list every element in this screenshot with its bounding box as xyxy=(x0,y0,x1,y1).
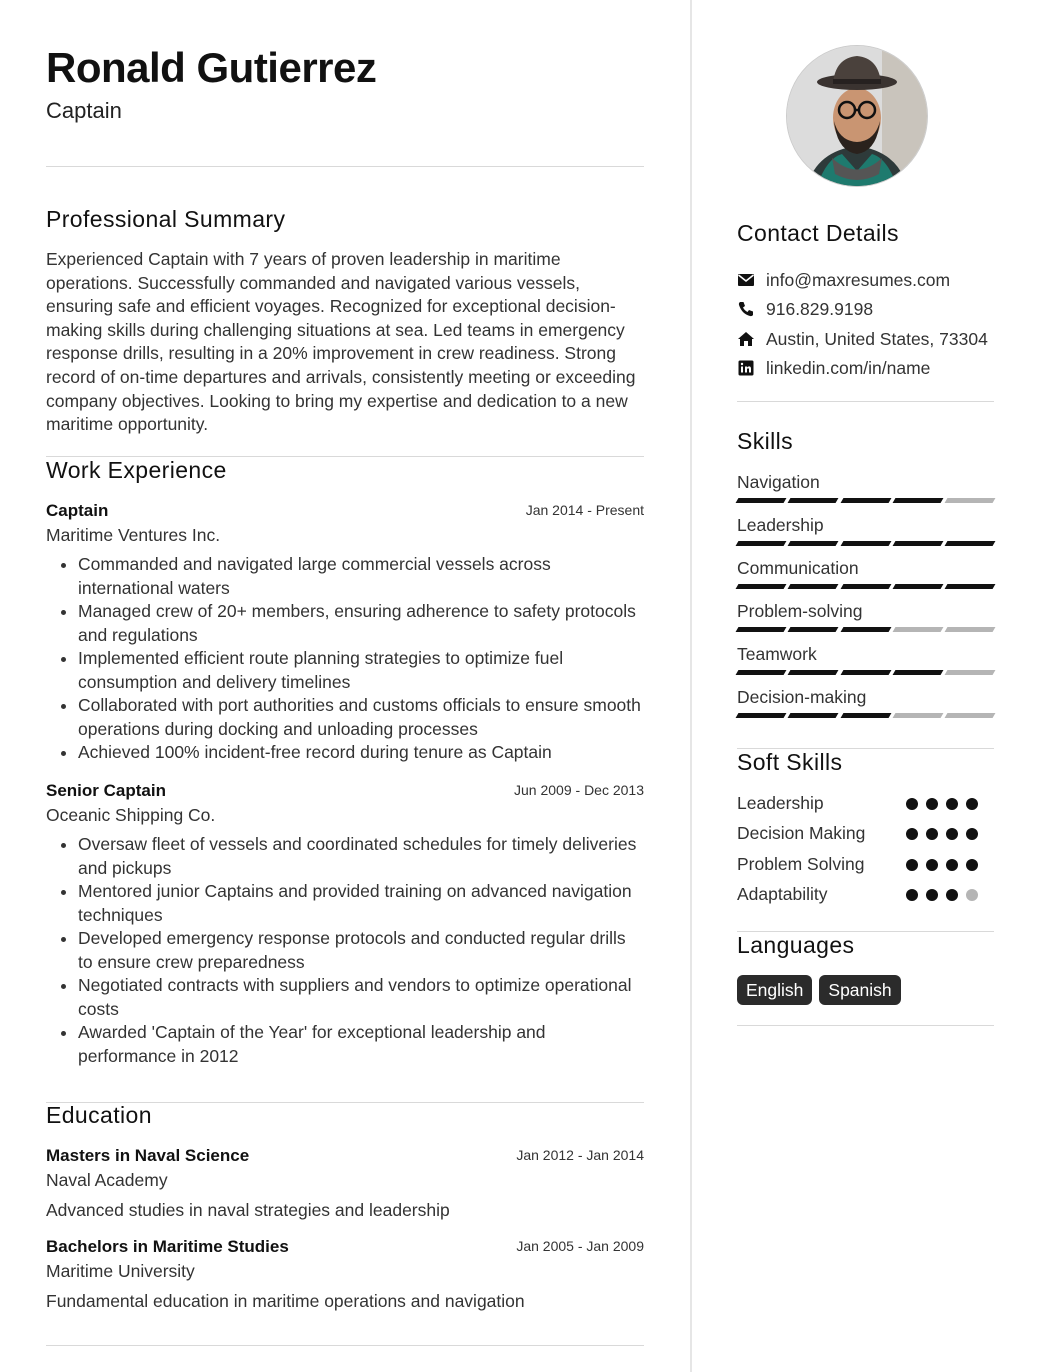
skill-name: Problem-solving xyxy=(737,601,863,621)
soft-skills-heading: Soft Skills xyxy=(737,749,843,775)
contact-linkedin[interactable] xyxy=(737,356,930,380)
languages-heading: Languages xyxy=(737,932,855,958)
skill-level-segment xyxy=(945,541,996,546)
skill-level-segment xyxy=(840,670,891,675)
job-entry xyxy=(46,780,644,1068)
soft-skill-name: Adaptability xyxy=(737,884,828,904)
skill-level-segment xyxy=(840,627,891,632)
soft-skill-rating xyxy=(906,828,978,840)
skill-level-segment xyxy=(788,713,839,718)
candidate-name: Ronald Gutierrez xyxy=(46,44,377,91)
education-heading: Education xyxy=(46,1102,152,1128)
skill-level-bar xyxy=(737,584,994,589)
rating-dot xyxy=(966,798,978,810)
languages-divider xyxy=(737,1025,994,1026)
soft-skill-item xyxy=(737,882,994,906)
rating-dot xyxy=(906,828,918,840)
skill-level-segment xyxy=(945,670,996,675)
rating-dot xyxy=(926,859,938,871)
rating-dot xyxy=(946,828,958,840)
list-item: • Awarded 'Captain of the Year' for exceptional leadership and performance in 2012 xyxy=(78,1021,644,1068)
list-item: • Collaborated with port authorities and customs officials to ensure smooth operations during docking and unloading processes xyxy=(78,694,644,741)
rating-dot xyxy=(926,889,938,901)
linkedin-text: linkedin.com/in/name xyxy=(766,357,931,378)
home-icon xyxy=(737,330,755,348)
skill-name: Decision-making xyxy=(737,687,867,707)
rating-dot xyxy=(906,859,918,871)
skill-level-segment xyxy=(892,541,943,546)
skill-level-segment xyxy=(892,584,943,589)
education-dates: Jan 2012 - Jan 2014 xyxy=(516,1147,644,1163)
job-position: Senior Captain xyxy=(46,781,166,800)
contact-address xyxy=(737,327,988,351)
column-divider xyxy=(690,0,692,1372)
job-entry xyxy=(46,500,644,765)
job-position: Captain xyxy=(46,501,109,520)
job-dates: Jan 2014 - Present xyxy=(525,502,644,518)
skill-item xyxy=(737,471,994,493)
envelope-icon xyxy=(737,271,755,289)
email-text: info@maxresumes.com xyxy=(766,269,951,290)
skill-level-bar xyxy=(737,627,994,632)
skill-name: Leadership xyxy=(737,515,824,535)
job-company: Oceanic Shipping Co. xyxy=(46,805,216,825)
list-item: • Managed crew of 20+ members, ensuring adherence to safety protocols and regulations xyxy=(78,600,644,647)
language-badge: Spanish xyxy=(819,975,900,1005)
rating-dot xyxy=(906,889,918,901)
skill-level-segment xyxy=(736,498,787,503)
soft-skill-item xyxy=(737,821,994,845)
summary-text: Experienced Captain with 7 years of proven leadership in maritime operations. Successfully commanded and navigated various vessels, ensuring safe and efficient voyages. Recognized for exceptional decision-making skills during challenging situations at sea. Led teams in emergency response drills, resulting in a 20% improvement in crew readiness. Strong record of on-time departures and arrivals, consistently meeting or exceeding company objectives. Looking to bring my expertise and dedication to a new maritime opportunity. xyxy=(46,249,636,435)
skill-level-bar xyxy=(737,498,994,503)
education-entry xyxy=(46,1145,644,1222)
linkedin-icon xyxy=(737,359,755,377)
list-item: • Mentored junior Captains and provided training on advanced navigation techniques xyxy=(78,880,644,927)
skill-level-segment xyxy=(840,498,891,503)
skill-level-segment xyxy=(788,584,839,589)
skill-item xyxy=(737,557,994,579)
soft-skill-item xyxy=(737,791,994,815)
skill-level-segment xyxy=(788,541,839,546)
phone-text: 916.829.9198 xyxy=(766,298,874,319)
skill-name: Teamwork xyxy=(737,644,817,664)
work-experience-heading: Work Experience xyxy=(46,457,227,483)
skill-level-segment xyxy=(788,670,839,675)
job-title: Captain xyxy=(46,98,122,123)
soft-skill-rating xyxy=(906,889,978,901)
skill-level-segment xyxy=(840,713,891,718)
list-item: • Negotiated contracts with suppliers and vendors to optimize operational costs xyxy=(78,974,644,1021)
skill-level-segment xyxy=(736,541,787,546)
job-dates: Jun 2009 - Dec 2013 xyxy=(514,782,644,798)
soft-skill-name: Leadership xyxy=(737,793,824,813)
skill-level-bar xyxy=(737,541,994,546)
skill-level-segment xyxy=(736,627,787,632)
address-text: Austin, United States, 73304 xyxy=(766,328,988,349)
rating-dot xyxy=(966,859,978,871)
skill-level-segment xyxy=(788,498,839,503)
skill-level-segment xyxy=(945,498,996,503)
avatar xyxy=(786,45,928,187)
skill-level-segment xyxy=(736,584,787,589)
degree-title: Masters in Naval Science xyxy=(46,1146,250,1165)
soft-skill-item xyxy=(737,852,994,876)
degree-title: Bachelors in Maritime Studies xyxy=(46,1237,289,1256)
skill-level-segment xyxy=(892,713,943,718)
skill-name: Communication xyxy=(737,558,859,578)
school-name: Naval Academy xyxy=(46,1170,168,1190)
education-divider xyxy=(46,1345,644,1346)
skill-item xyxy=(737,643,994,665)
rating-dot xyxy=(966,828,978,840)
summary-heading: Professional Summary xyxy=(46,206,286,232)
skill-level-segment xyxy=(788,627,839,632)
rating-dot xyxy=(926,828,938,840)
soft-skill-rating xyxy=(906,798,978,810)
rating-dot xyxy=(906,798,918,810)
skill-level-segment xyxy=(840,541,891,546)
contact-heading: Contact Details xyxy=(737,220,899,246)
language-badge: English xyxy=(737,975,812,1005)
list-item: • Commanded and navigated large commercial vessels across international waters xyxy=(78,553,644,600)
contact-phone[interactable] xyxy=(737,297,873,321)
skill-level-segment xyxy=(945,584,996,589)
job-bullets xyxy=(46,553,644,765)
job-company: Maritime Ventures Inc. xyxy=(46,525,221,545)
list-item: • Achieved 100% incident-free record during tenure as Captain xyxy=(78,741,644,765)
skill-item xyxy=(737,600,994,622)
skill-item xyxy=(737,686,994,708)
education-description: Advanced studies in naval strategies and leadership xyxy=(46,1200,450,1220)
education-description: Fundamental education in maritime operations and navigation xyxy=(46,1291,525,1311)
rating-dot xyxy=(926,798,938,810)
job-bullets xyxy=(46,833,644,1068)
phone-icon xyxy=(737,300,755,318)
profile-photo-icon xyxy=(787,46,927,186)
soft-skill-rating xyxy=(906,859,978,871)
list-item: • Oversaw fleet of vessels and coordinated schedules for timely deliveries and pickups xyxy=(78,833,644,880)
soft-skill-name: Decision Making xyxy=(737,823,866,843)
skills-heading: Skills xyxy=(737,428,794,454)
skill-level-bar xyxy=(737,713,994,718)
education-dates: Jan 2005 - Jan 2009 xyxy=(516,1238,644,1254)
skill-level-segment xyxy=(945,713,996,718)
skill-level-segment xyxy=(840,584,891,589)
list-item: • Developed emergency response protocols and conducted regular drills to ensure crew preparedness xyxy=(78,927,644,974)
skill-level-segment xyxy=(892,498,943,503)
rating-dot xyxy=(946,889,958,901)
list-item: • Implemented efficient route planning strategies to optimize fuel consumption and delivery timelines xyxy=(78,647,644,694)
education-entry xyxy=(46,1236,644,1313)
rating-dot xyxy=(966,889,978,901)
rating-dot xyxy=(946,798,958,810)
skill-level-segment xyxy=(736,713,787,718)
soft-skill-name: Problem Solving xyxy=(737,854,865,874)
languages-list xyxy=(737,975,908,1005)
skill-level-segment xyxy=(736,670,787,675)
skill-name: Navigation xyxy=(737,472,820,492)
skill-level-segment xyxy=(892,670,943,675)
skill-item xyxy=(737,514,994,536)
header-divider xyxy=(46,166,644,167)
school-name: Maritime University xyxy=(46,1261,195,1281)
contact-email[interactable] xyxy=(737,268,950,292)
rating-dot xyxy=(946,859,958,871)
skill-level-segment xyxy=(892,627,943,632)
skill-level-segment xyxy=(945,627,996,632)
skill-level-bar xyxy=(737,670,994,675)
contact-divider xyxy=(737,401,994,402)
